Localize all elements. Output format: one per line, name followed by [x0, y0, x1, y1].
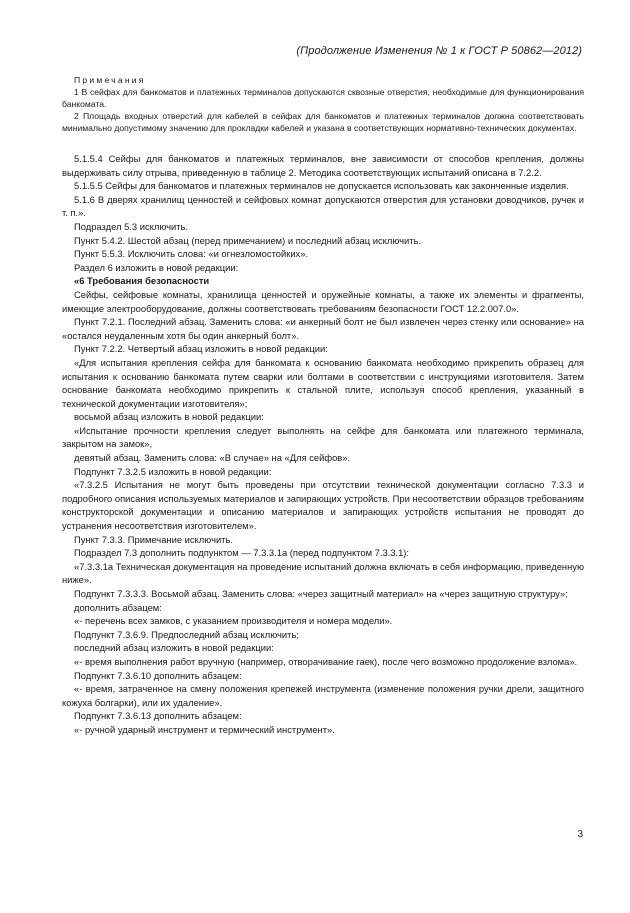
body-paragraph: Подраздел 5.3 исключить. — [74, 220, 189, 232]
body-paragraph: «7.3.2.5 Испытания не могут быть проведены при отсутствии технической документации согласно 7.3.3 и подробного описания используемых материалов и запирающих устройств. При несоответствии образцов требованиям конструкторской документации и описанию материалов и запирающих устройств испытания не проводят до устранения несоответствия изготовителем». — [62, 479, 584, 532]
body-paragraph: «7.3.3.1а Техническая документация на проведение испытаний должна включать в себя информацию, приведенную ниже». — [62, 560, 584, 586]
body-paragraph: «Для испытания крепления сейфа для банкомата к основанию банкомата необходимо прикрепить образец для испытания к основанию банкомата путем сварки или болтами в соответствии с инструкциями изготовителя. Затем основание банкомата необходимо прикрепить к стальной плите, используя способ крепления, указанный в технической документации изготовителя»; — [62, 356, 584, 409]
body-paragraph: Пункт 7.3.3. Примечание исключить. — [74, 533, 233, 545]
body-paragraph: «- время выполнения работ вручную (например, отворачивание гаек), после чего возможно продолжение взлома». — [74, 655, 578, 667]
body-paragraph: Подпункт 7.3.6.13 дополнить абзацем: — [74, 710, 242, 722]
body-paragraph: Подпункт 7.3.6.10 дополнить абзацем: — [74, 669, 242, 681]
body-paragraph: Пункт 7.2.2. Четвертый абзац изложить в новой редакции: — [74, 343, 328, 355]
notes-block — [62, 74, 584, 134]
notes-title: Примечания — [74, 75, 146, 85]
body-paragraph: последний абзац изложить в новой редакции: — [74, 642, 274, 654]
body-paragraph: Подпункт 7.3.2.5 изложить в новой редакции: — [74, 465, 272, 477]
body-paragraph: Раздел 6 изложить в новой редакции: — [74, 261, 239, 273]
page-number: 3 — [577, 829, 583, 840]
body-paragraph: Пункт 5.4.2. Шестой абзац (перед примечанием) и последний абзац исключить. — [74, 234, 422, 246]
body-paragraph: 5.1.5.5 Сейфы для банкоматов и платежных терминалов не допускается использовать как законченные изделия. — [74, 180, 569, 192]
running-header: (Продолжение Изменения № 1 к ГОСТ Р 50862—2012) — [296, 45, 582, 57]
body-paragraph: «6 Требования безопасности — [74, 275, 210, 287]
body-paragraph: Подпункт 7.3.3.3. Восьмой абзац. Заменить слова: «через защитный материал» на «через защитную структуру»; — [74, 588, 568, 599]
body-paragraph: Подпункт 7.3.6.9. Предпоследний абзац исключить; — [74, 628, 299, 640]
body-paragraph: девятый абзац. Заменить слова: «В случае» на «Для сейфов». — [74, 452, 351, 464]
body-paragraph: дополнить абзацем: — [74, 601, 162, 613]
body-paragraph: Пункт 5.5.3. Исключить слова: «и огнезломостойких». — [74, 248, 309, 260]
note-2: 2 Площадь входных отверстий для кабелей в сейфах для банкоматов и платежных терминалов должна соответствовать минимально допустимому значению для прокладки кабелей и указана в соответствующих нормативно-технических документах. — [62, 111, 584, 133]
note-1: 1 В сейфах для банкоматов и платежных терминалов допускаются сквозные отверстия, необходимые для функционирования банкомата. — [62, 87, 584, 109]
body-paragraph: «- перечень всех замков, с указанием производителя и номера модели». — [74, 615, 393, 627]
body-paragraph: восьмой абзац изложить в новой редакции: — [74, 411, 264, 423]
document-body — [62, 152, 584, 737]
body-paragraph: «- ручной ударный инструмент и термический инструмент». — [74, 723, 335, 735]
body-paragraph: 5.1.5.4 Сейфы для банкоматов и платежных терминалов, вне зависимости от способов крепления, должны выдерживать силу отрыва, приведенную в таблице 2. Методика соответствующих испытаний описана в 7.2.2. — [62, 153, 584, 178]
body-paragraph: 5.1.6 В дверях хранилищ ценностей и сейфовых комнат допускаются отверстия для установки доводчиков, ручек и т. п.». — [62, 193, 584, 219]
body-paragraph: Подраздел 7.3 дополнить подпунктом — 7.3.3.1а (перед подпунктом 7.3.3.1): — [74, 547, 410, 559]
body-paragraph: «- время, затраченное на смену положения крепежей инструмента (изменение положения ручки дрели, защитного кожуха болгарки), или их удаление». — [62, 683, 584, 708]
body-paragraph: Пункт 7.2.1. Последний абзац. Заменить слова: «и анкерный болт не был извлечен через стенку или основание» на «остался неудаленным хотя бы один анкерный болт». — [62, 316, 584, 341]
body-paragraph: Сейфы, сейфовые комнаты, хранилища ценностей и оружейные комнаты, а также их элементы и фрагменты, имеющие электрооборудование, должны соответствовать требованиям безопасности ГОСТ 12.2.007.0». — [62, 288, 584, 314]
body-paragraph: «Испытание прочности крепления следует выполнять на сейфе для банкомата или платежного терминала, закрытом на замок», — [62, 424, 584, 450]
